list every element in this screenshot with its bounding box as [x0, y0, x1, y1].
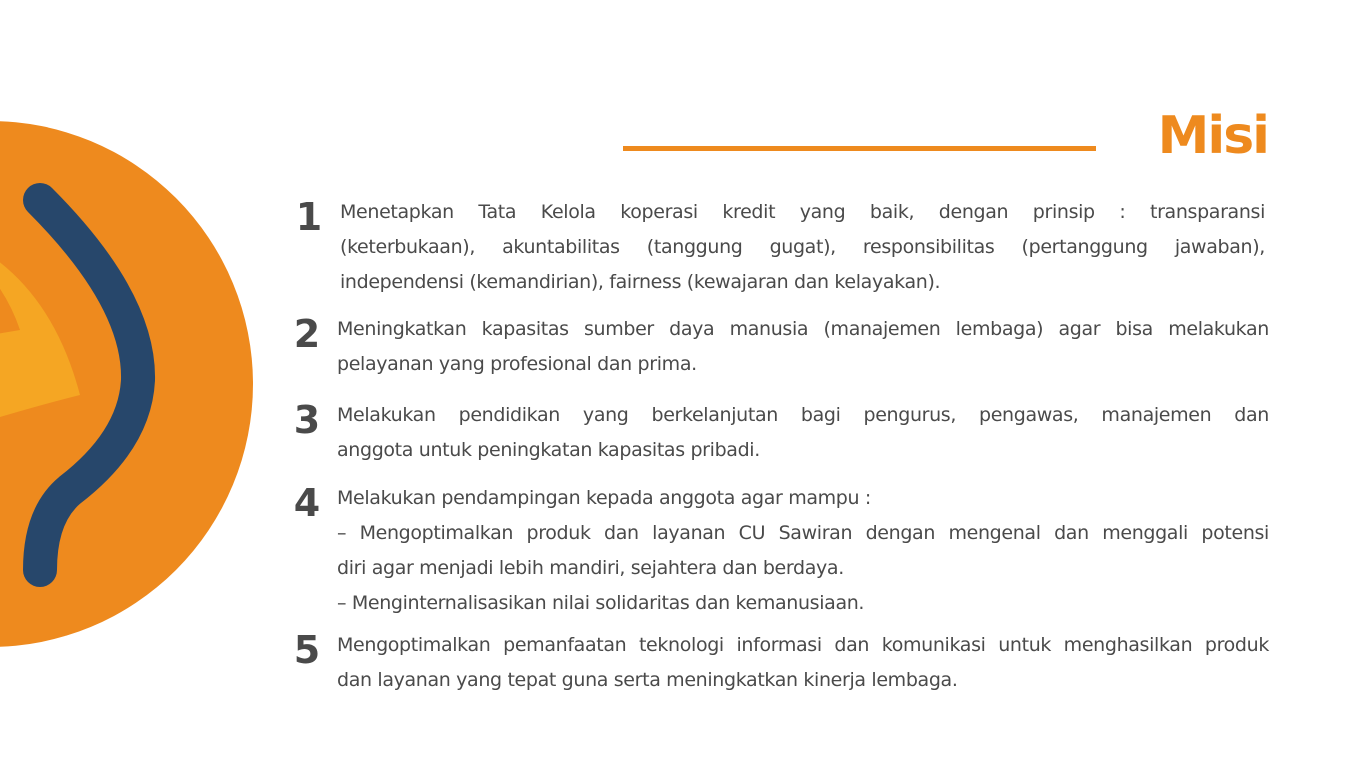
- title-divider-line: [623, 146, 1096, 151]
- mission-number: 2: [293, 312, 321, 356]
- mission-text: [337, 481, 1269, 621]
- mission-text-line: diri agar menjadi lebih mandiri, sejahtera dan berdaya.: [337, 557, 844, 579]
- mission-text-line: anggota untuk peningkatan kapasitas pribadi.: [337, 439, 760, 461]
- mission-text-line: Mengoptimalkan pemanfaatan teknologi informasi dan komunikasi untuk menghasilkan produk: [337, 634, 1269, 656]
- mission-number: 1: [295, 195, 323, 239]
- mission-text-line: Menetapkan Tata Kelola koperasi kredit yang baik, dengan prinsip : transparansi: [340, 201, 1265, 223]
- mission-number: 5: [293, 628, 321, 672]
- mission-number: 3: [293, 398, 321, 442]
- mission-text: [337, 312, 1269, 382]
- page-title: Misi: [1157, 106, 1268, 166]
- mission-text: [340, 195, 1265, 300]
- mission-text-line: (keterbukaan), akuntabilitas (tanggung gugat), responsibilitas (pertanggung jawaban),: [340, 236, 1265, 258]
- mission-text-line: – Mengoptimalkan produk dan layanan CU Sawiran dengan mengenal dan menggali potensi: [337, 522, 1269, 544]
- mission-text-line: – Menginternalisasikan nilai solidaritas dan kemanusiaan.: [337, 592, 865, 614]
- mission-number: 4: [293, 481, 321, 525]
- mission-text-line: Melakukan pendampingan kepada anggota agar mampu :: [337, 487, 871, 509]
- mission-text-line: Melakukan pendidikan yang berkelanjutan bagi pengurus, pengawas, manajemen dan: [337, 404, 1269, 426]
- mission-text: [337, 628, 1269, 698]
- mission-text: [337, 398, 1269, 468]
- mission-text-line: Meningkatkan kapasitas sumber daya manusia (manajemen lembaga) agar bisa melakukan: [337, 318, 1269, 340]
- cu-sawiran-logo-icon: [0, 0, 300, 768]
- mission-text-line: pelayanan yang profesional dan prima.: [337, 353, 697, 375]
- mission-text-line: independensi (kemandirian), fairness (kewajaran dan kelayakan).: [340, 271, 941, 293]
- mission-text-line: dan layanan yang tepat guna serta meningkatkan kinerja lembaga.: [337, 669, 958, 691]
